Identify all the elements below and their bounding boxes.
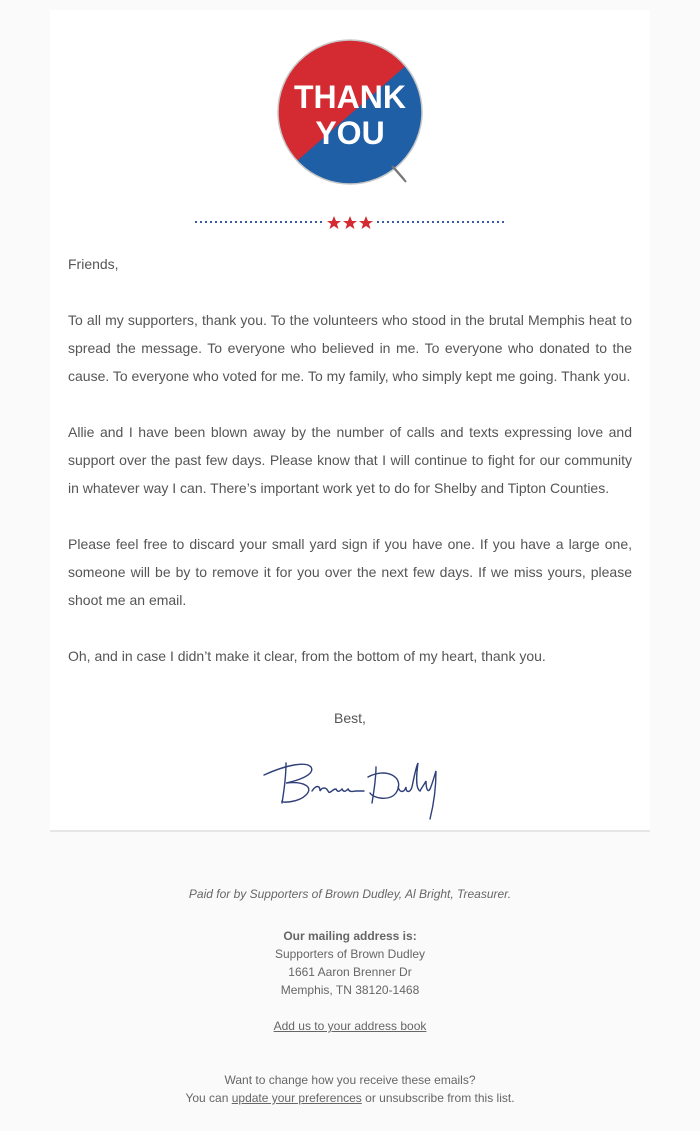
badge-line2: YOU xyxy=(315,115,385,151)
paragraph: Please feel free to discard your small yard sign if you have one. If you have a large one, someone will be by to remove it for you over the next few days. If we miss yours, please shoot me an email. xyxy=(68,536,632,608)
address-line: Memphis, TN 38120-1468 xyxy=(280,983,420,997)
letter-body xyxy=(68,250,632,698)
address-line: Supporters of Brown Dudley xyxy=(274,947,426,961)
you-can-text: You can xyxy=(185,1091,229,1105)
add-to-address-book-link[interactable]: Add us to your address book xyxy=(273,1019,427,1033)
unsubscribe-text: or unsubscribe from this list. xyxy=(365,1091,515,1105)
paragraph: To all my supporters, thank you. To the volunteers who stood in the brutal Memphis heat to spread the message. To everyone who believed in me. To everyone who donated to the cause. To everyone who voted for me. To my family, who simply kept me going. Thank you. xyxy=(68,312,632,384)
preferences-line xyxy=(0,1089,700,1107)
paragraph: Oh, and in case I didn’t make it clear, from the bottom of my heart, thank you. xyxy=(68,648,546,664)
update-preferences-link[interactable]: update your preferences xyxy=(231,1091,362,1105)
badge-line1: THANK xyxy=(294,79,406,115)
mailing-address-heading: Our mailing address is: xyxy=(283,929,417,943)
greeting: Friends, xyxy=(68,256,119,272)
email-card xyxy=(50,10,650,832)
paid-for-disclaimer: Paid for by Supporters of Brown Dudley, Al Bright, Treasurer. xyxy=(188,887,512,901)
thank-you-button-logo xyxy=(276,38,426,188)
signature xyxy=(256,747,446,827)
footer xyxy=(0,885,700,1107)
star-icons xyxy=(327,216,373,229)
star-divider xyxy=(193,213,507,229)
paragraph: Allie and I have been blown away by the number of calls and texts expressing love and support over the past few days. Please know that I will continue to fight for our community in whatever way I can. There’s important work yet to do for Shelby and Tipton Counties. xyxy=(68,424,632,496)
change-prompt: Want to change how you receive these emails? xyxy=(224,1073,476,1087)
closing: Best, xyxy=(334,710,366,726)
address-line: 1661 Aaron Brenner Dr xyxy=(288,965,412,979)
